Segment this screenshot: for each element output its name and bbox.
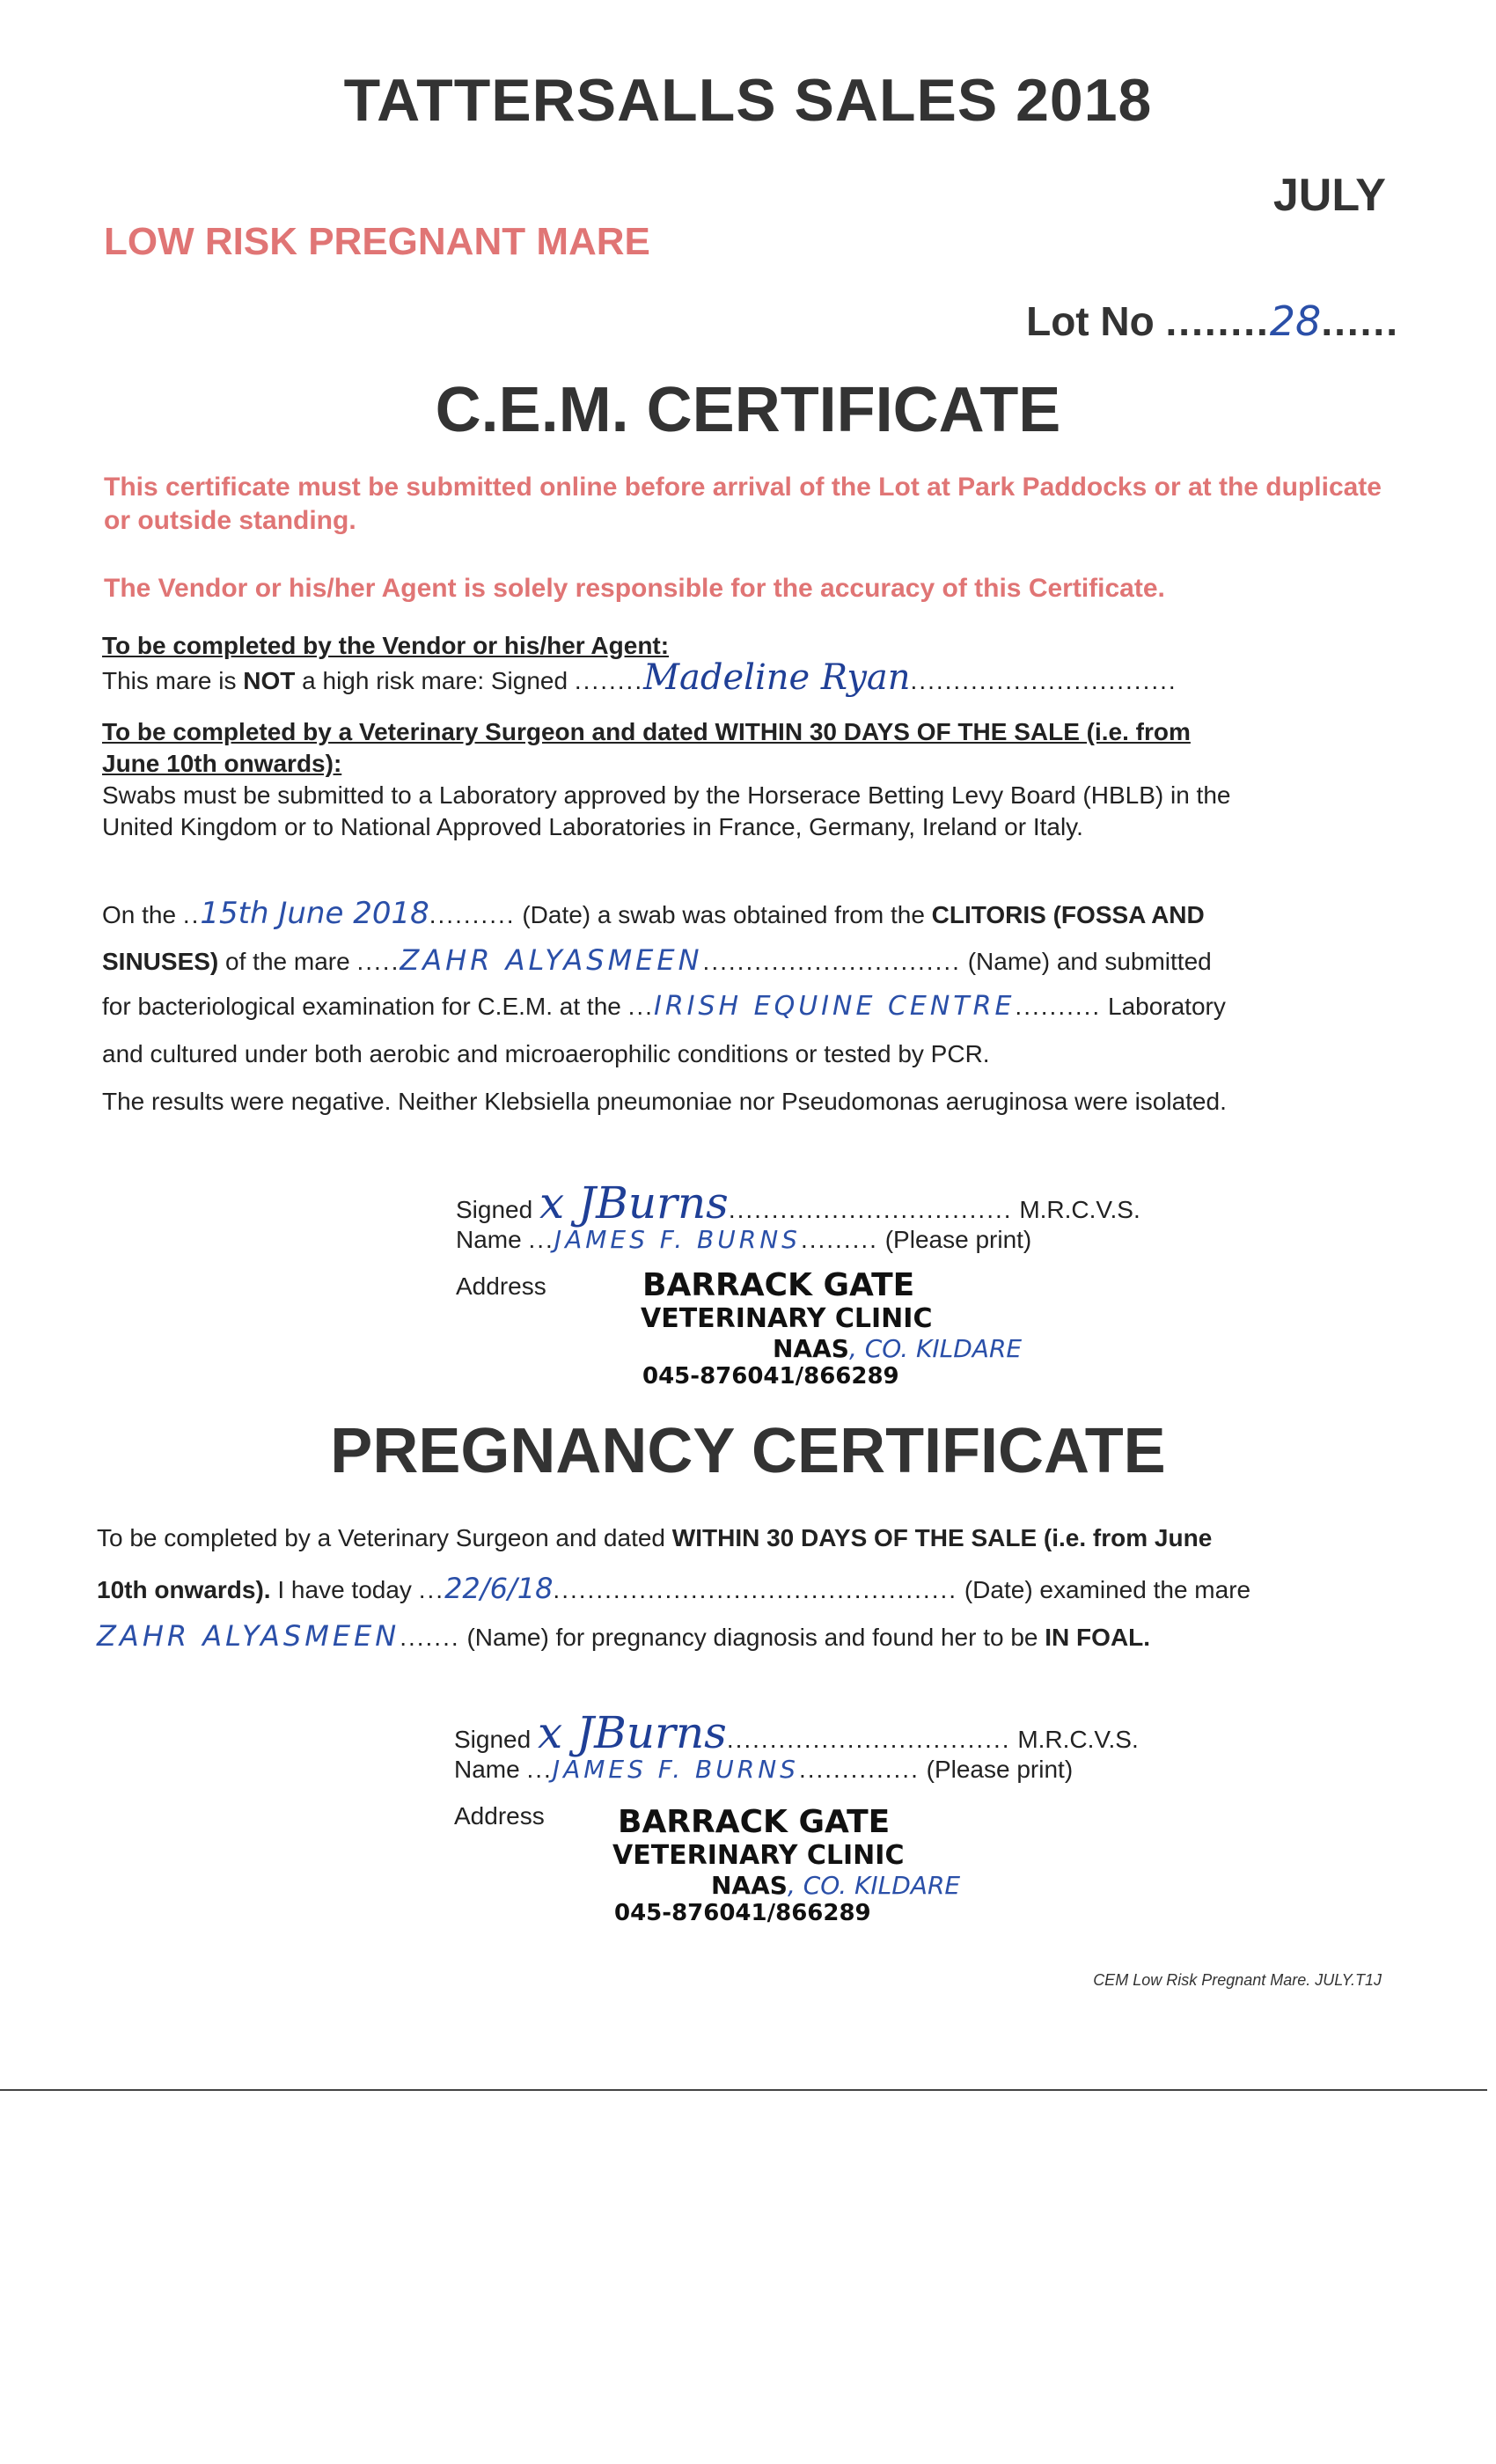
cultured-line: and cultured under both aerobic and microaerophilic conditions or tested by PCR. [102,1040,990,1067]
vendor-signed-label: a high risk mare: Signed [295,667,568,694]
responsibility-notice: The Vendor or his/her Agent is solely responsible for the accuracy of this Certificate. [104,574,1165,603]
name-submitted-text: (Name) and submitted [967,948,1212,975]
vendor-heading: To be completed by the Vendor or his/her Agent: [102,632,670,659]
preg-name-label: Name [454,1756,520,1783]
preg-examined-mare: (Date) examined the mare [964,1576,1251,1603]
preg-exam-date: 22/6/18 [444,1572,554,1605]
sales-title: TATTERSALLS SALES 2018 [343,67,1153,134]
preg-vet-name: JAMES F. BURNS [552,1755,799,1784]
preg-address-label: Address [454,1802,545,1830]
preg-line-1 [97,1524,1212,1552]
swab-requirement-2: United Kingdom or to National Approved Laboratories in France, Germany, Ireland or Italy. [102,813,1083,840]
preg-within-30: WITHIN 30 DAYS OF THE SALE [671,1524,1038,1551]
page-bottom-rule [0,2089,1487,2091]
mare-name-line: SINUSES) of the mare .....ZAHR ALYASMEEN.............................. (Name) and submitted [102,943,1212,977]
on-the-label: On the [102,901,177,928]
results-line: The results were negative. Neither Klebsiella pneumoniae nor Pseudomonas aeruginosa were isolated. [102,1088,1227,1115]
laboratory-label: Laboratory [1108,993,1226,1020]
vet-heading-line-2: June 10th onwards): [102,750,342,777]
preg-line-3: ZAHR ALYASMEEN....... (Name) for pregnancy diagnosis and found her to be IN FOAL. [97,1619,1151,1653]
preg-stamp-vet-clinic: VETERINARY CLINIC [612,1840,905,1871]
cem-mrcvs: M.R.C.V.S. [1019,1196,1140,1223]
preg-clinic-stamp [563,1804,1038,1926]
cem-stamp-phone: 045-876041/866289 [642,1363,899,1390]
sale-month: JULY [1272,170,1386,221]
preg-signed-row: Signed x JBurns................................. M.R.C.V.S. [454,1707,1139,1758]
submission-notice: This certificate must be submitted online before arrival of the Lot at Park Paddocks or at the duplicate or outside standing. [104,473,1382,535]
preg-stamp-town-row [563,1871,1038,1900]
lot-number-value: 28 [1269,297,1322,345]
lot-label: Lot No [1026,298,1155,344]
swab-site-cont: SINUSES) [102,948,219,975]
vendor-not: NOT [243,667,296,694]
preg-mare-name: ZAHR ALYASMEEN [97,1619,400,1653]
preg-mrcvs: M.R.C.V.S. [1017,1726,1139,1753]
preg-please-print: (Please print) [926,1756,1074,1783]
cem-name-row: Name ...JAMES F. BURNS......... (Please print) [456,1225,1032,1254]
form-reference-note: CEM Low Risk Pregnant Mare. JULY.T1J [1093,1971,1382,1989]
preg-in-foal: IN FOAL. [1045,1624,1151,1651]
mare-category: LOW RISK PREGNANT MARE [104,220,650,263]
cem-address-label: Address [456,1272,546,1300]
cem-stamp-vet-clinic: VETERINARY CLINIC [641,1303,933,1334]
cem-stamp-county: , CO. KILDARE [848,1334,1023,1363]
preg-stamp-clinic: BARRACK GATE [618,1804,891,1840]
preg-stamp-phone: 045-876041/866289 [614,1900,871,1926]
bacteriological-text: for bacteriological examination for C.E.M. at the [102,993,621,1020]
preg-intro: To be completed by a Veterinary Surgeon and dated [97,1524,665,1551]
cem-stamp-clinic: BARRACK GATE [642,1267,915,1303]
preg-stamp-county: , CO. KILDARE [787,1871,961,1900]
lab-line: for bacteriological examination for C.E.M. at the ...IRISH EQUINE CENTRE.......... Laboratory [102,991,1226,1022]
cem-mare-name: ZAHR ALYASMEEN [400,943,703,977]
preg-i-have-today: I have today [277,1576,412,1603]
cem-signed-row: Signed x JBurns................................. M.R.C.V.S. [456,1177,1140,1228]
preg-onwards: 10th onwards). [97,1576,271,1603]
of-the-mare-label: of the mare [225,948,350,975]
preg-vet-signature: x JBurns [537,1707,727,1758]
swab-date: 15th June 2018 [200,896,429,931]
vendor-declaration: This mare is NOT a high risk mare: Signed ........Madeline Ryan............................... [102,657,1177,698]
vet-heading-line-1: To be completed by a Veterinary Surgeon and dated WITHIN 30 DAYS OF THE SALE (i.e. from [102,718,1191,745]
cem-vet-signature: x JBurns [539,1177,729,1228]
vendor-section [102,630,1177,697]
vet-section-heading [102,716,1387,843]
preg-stamp-town: NAAS [711,1871,788,1900]
cem-signed-label: Signed [456,1196,533,1223]
preg-diagnosis-text: (Name) for pregnancy diagnosis and found her to be [466,1624,1038,1651]
cem-vet-name: JAMES F. BURNS [554,1225,801,1254]
cem-name-label: Name [456,1226,522,1253]
vendor-line-start: This mare is [102,667,244,694]
cem-stamp-town-row [570,1334,1045,1363]
cem-please-print: (Please print) [884,1226,1032,1253]
swab-date-line: On the ..15th June 2018.......... (Date) a swab was obtained from the CLITORIS (FOSSA AND [102,896,1205,931]
preg-name-row: Name ...JAMES F. BURNS.............. (Please print) [454,1755,1074,1784]
vendor-signature: Madeline Ryan [643,657,911,698]
lot-number-row: Lot No ........28...... [1026,297,1399,345]
date-obtained-text: (Date) a swab was obtained from the [522,901,925,928]
swab-requirement-1: Swabs must be submitted to a Laboratory approved by the Horserace Betting Levy Board (HBLB) in the [102,781,1231,809]
laboratory-name: IRISH EQUINE CENTRE [653,991,1016,1022]
preg-line-2: 10th onwards). I have today ...22/6/18............................................... (Date) examined the mare [97,1572,1251,1605]
cem-clinic-stamp [570,1267,1045,1390]
pregnancy-certificate-title: PREGNANCY CERTIFICATE [330,1416,1166,1486]
cem-stamp-town: NAAS [773,1334,849,1363]
preg-signed-label: Signed [454,1726,532,1753]
preg-from-june: (i.e. from June [1043,1524,1213,1551]
swab-site: CLITORIS (FOSSA AND [931,901,1205,928]
cem-certificate-title: C.E.M. CERTIFICATE [435,375,1061,445]
